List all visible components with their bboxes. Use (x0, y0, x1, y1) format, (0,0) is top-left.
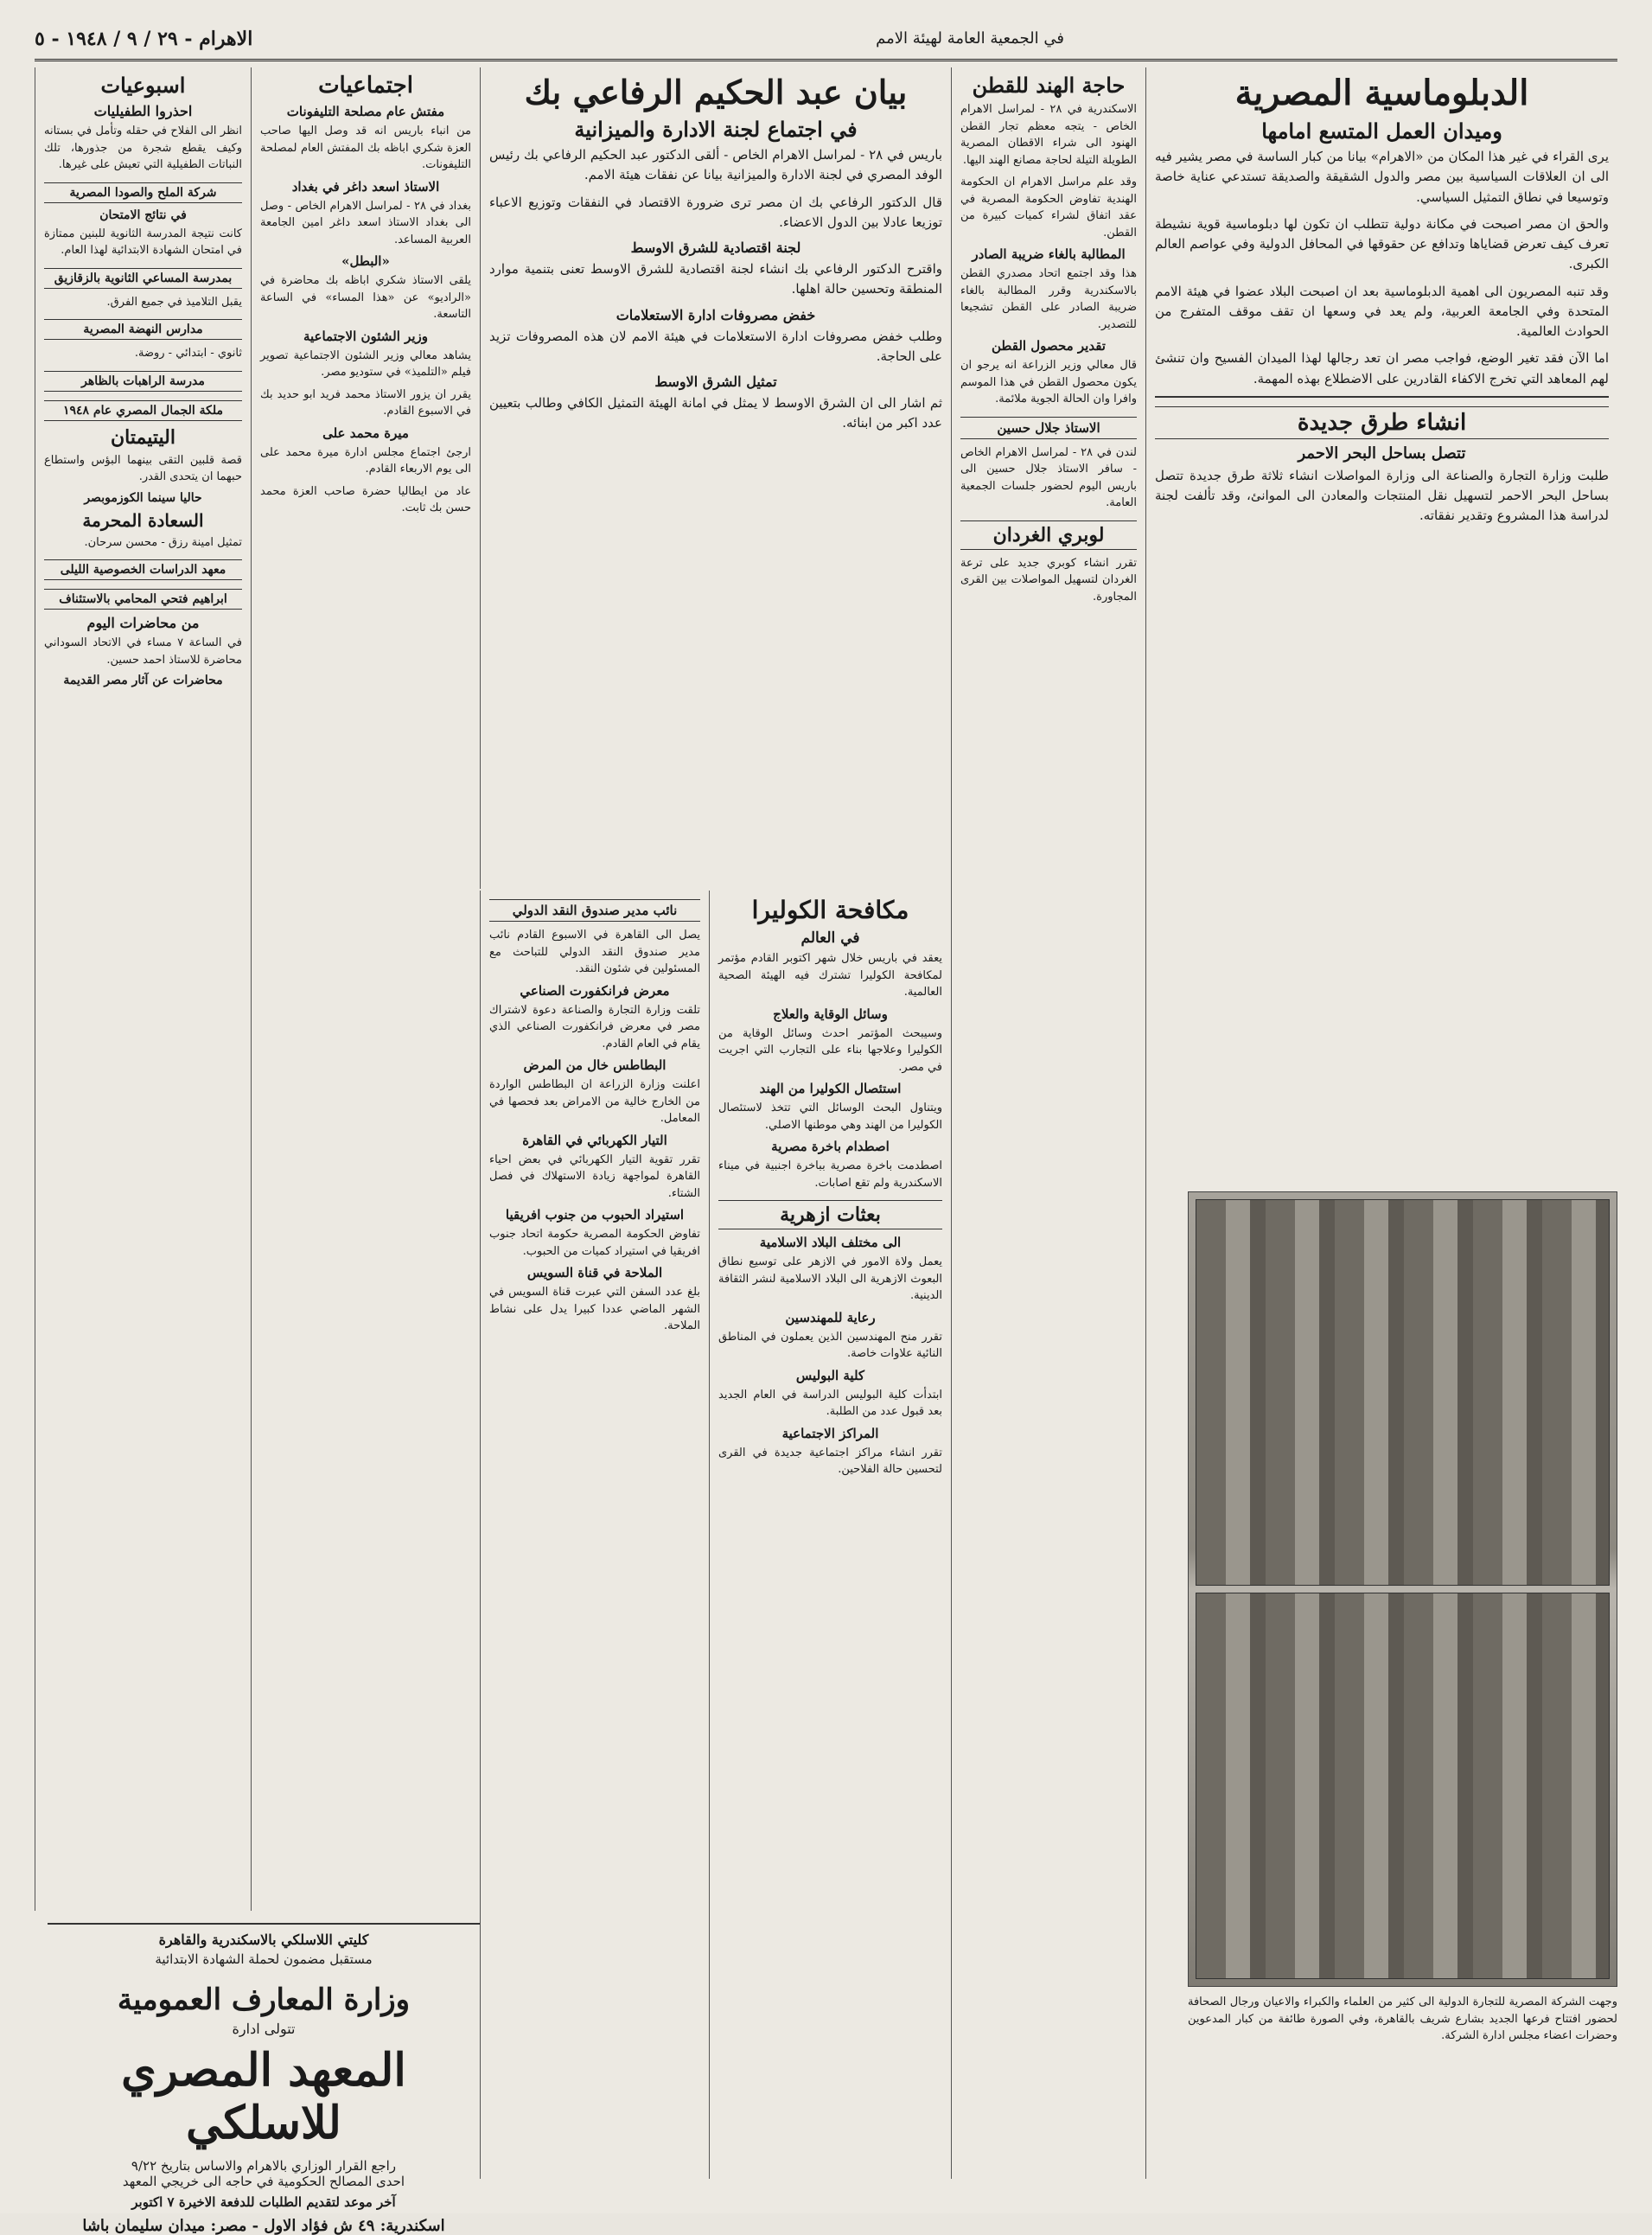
article-paragraph: الاسكندرية في ٢٨ - لمراسل الاهرام الخاص - يتجه معظم تجار القطن الهنود الى شراء الاقطان المصرية الطويلة التيلة لحاجة مصانع الهند اليها. (960, 103, 1137, 167)
article-paragraph: بلغ عدد السفن التي عبرت قناة السويس في الشهر الماضي عددا كبيرا يدل على نشاط الملاحة. (489, 1286, 700, 1332)
subhead-telephones: مفتش عام مصلحة التليفونات (286, 104, 445, 119)
subhead-asaad-dagher: الاستاذ اسعد داغر في بغداد (291, 178, 440, 195)
headline-diplomacy: الدبلوماسية المصرية (1234, 73, 1529, 113)
photo-upper (1196, 1199, 1610, 1586)
article-paragraph: عاد من ايطاليا حضرة صاحب العزة محمد حسن بك ثابت. (260, 484, 471, 514)
ad-line: احدى المصالح الحكومية في حاجه الى خريجي المعهد (122, 2174, 405, 2189)
subhead-engineers: رعاية للمهندسين (785, 1309, 876, 1325)
headline-social: اجتماعيات (318, 73, 413, 99)
subhead-frankfurt: معرض فرانكفورت الصناعي (520, 982, 670, 999)
article-paragraph: يقرر ان يزور الاستاذ محمد فريد ابو حديد بك في الاسبوع القادم. (260, 387, 471, 418)
subhead-mira: ميرة محمد على (322, 425, 409, 441)
headline-main: بيان عبد الحكيم الرفاعي بك (524, 73, 908, 112)
article-paragraph: باريس في ٢٨ - لمراسل الاهرام الخاص - ألقى الدكتور عبد الحكيم الرفاعي بك رئيس الوفد المصري في لجنة الادارة والميزانية بيانا عن نفقات هيئة الامم. (489, 147, 942, 183)
ad-line: كليتي اللاسلكي بالاسكندرية والقاهرة (158, 1932, 369, 1948)
headline-bridge: لوبري الغردان (960, 520, 1137, 550)
article-paragraph: يشاهد معالي وزير الشئون الاجتماعية تصوير فيلم «التلميذ» في ستوديو مصر. (260, 348, 471, 379)
cinema-now-showing: حاليا سينما الكوزموبصر (84, 490, 202, 505)
subhead-new-roads: تتصل بساحل البحر الاحمر (1298, 444, 1466, 463)
article-paragraph: تفاوض الحكومة المصرية حكومة اتحاد جنوب افريقيا في استيراد كميات من الحبوب. (489, 1228, 700, 1258)
headline-india-cotton: حاجة الهند للقطن (972, 73, 1126, 98)
headline-weekly: اسبوعيات (100, 73, 186, 98)
film-title-orphans: اليتيمتان (111, 425, 175, 449)
divider (1155, 396, 1609, 398)
notice-nahda-schools: مدارس النهضة المصرية (44, 319, 242, 340)
subhead-diplomacy: وميدان العمل المتسع امامها (1261, 118, 1502, 144)
subhead-main: في اجتماع لجنة الادارة والميزانية (574, 117, 858, 142)
article-paragraph: تلقت وزارة التجارة والصناعة دعوة لاشتراك مصر في معرض فرانكفورت الصناعي الذي يقام في العام القادم. (489, 1003, 700, 1050)
article-paragraph: ويتناول البحث الوسائل التي تتخذ لاستئصال الكوليرا من الهند وهي موطنها الاصلي. (718, 1102, 942, 1132)
subhead-hero: «البطل» (341, 253, 390, 269)
subhead-suez: الملاحة في قناة السويس (526, 1265, 663, 1280)
article-paragraph: كانت نتيجة المدرسة الثانوية للبنين ممتازة في امتحان الشهادة الابتدائية لهذا العام. (44, 227, 242, 257)
column-india-cotton (951, 67, 1145, 2179)
article-paragraph: وطلب خفض مصروفات ادارة الاستعلامات في هيئة الامم لان هذه المصروفات تزيد على الحاجة. (489, 328, 942, 364)
article-paragraph: من انباء باريس انه قد وصل اليها صاحب العزة شكري اباظه بك المفتش العام لمصلحة التليفونات. (260, 125, 471, 171)
article-paragraph: وسيبحث المؤتمر احدث وسائل الوقاية من الكوليرا وعلاجها بناء على التجارب التي اجريت في مصر. (718, 1026, 942, 1074)
article-paragraph: والحق ان مصر اصبحت في مكانة دولية تتطلب ان تكون لها دبلوماسية قوية نشيطة تعرف كيف تعرض قضاياها وتدافع عن حقوقها في المحافل الدولية وفي عواصم العالم الكبرى. (1155, 215, 1609, 272)
article-paragraph: تقرر منح المهندسين الذين يعملون في المناطق النائية علاوات خاصة. (718, 1330, 942, 1360)
headline-cholera: مكافحة الكوليرا (751, 896, 909, 924)
article-paragraph: انظر الى الفلاح في حقله وتأمل في بستانه وكيف يقطع شجرة من جذورها، تلك النباتات الطفيلية التي تعيش على غيرها. (44, 125, 242, 171)
subhead-parasites: احذروا الطفيليات (93, 103, 193, 119)
news-photograph (1188, 1191, 1617, 1987)
article-paragraph: وقد تنبه المصريون الى اهمية الدبلوماسية بعد ان اصبحت البلاد عضوا في هيئة الامم المتحدة وفي الجامعة العربية، ولم يعد في وسعها ان تقف موقف المتفرج من الحوادث العالمية. (1155, 283, 1609, 339)
issue-date: الاهرام - ٢٩ / ٩ / ١٩٤٨ - ٥ (35, 28, 253, 50)
article-paragraph: اصطدمت باخرة مصرية بباخرة اجنبية في ميناء الاسكندرية ولم تقع اصابات. (718, 1159, 942, 1190)
advertisement-wireless-institute (48, 1923, 480, 2235)
subhead-azhar-missions: الى مختلف البلاد الاسلامية (759, 1235, 902, 1250)
subhead-information-costs: خفض مصروفات ادارة الاستعلامات (616, 306, 816, 323)
article-paragraph: قصة قلبين التقى بينهما البؤس واستطاع حبهما ان يتحدى القدر. (44, 453, 242, 483)
subhead-social-centers: المراكز الاجتماعية (781, 1425, 879, 1441)
subhead-cholera: في العالم (800, 929, 860, 947)
headline-galal-hussein: الاستاذ جلال حسين (960, 417, 1137, 439)
notice-lawyer: ابراهيم فتحي المحامي بالاستئناف (44, 589, 242, 610)
article-paragraph: ثم اشار الى ان الشرق الاوسط لا يمثل في امانة الهيئة التمثيل الكافي وطالب بتعيين عدد اكبر من ابنائه. (489, 395, 942, 431)
notice-masai-school: بمدرسة المساعي الثانوية بالزقازيق (44, 268, 242, 289)
article-paragraph: تقرر انشاء مراكز اجتماعية جديدة في القرى لتحسين حالة الفلاحين. (718, 1446, 942, 1476)
notice-nuns-school: مدرسة الراهبات بالظاهر (44, 371, 242, 392)
ad-addresses: اسكندرية: ٤٩ ش فؤاد الاول - مصر: ميدان سليمان باشا (82, 2217, 445, 2235)
article-paragraph: يعقد في باريس خلال شهر اكتوبر القادم مؤتمر لمكافحة الكوليرا تشترك فيه الهيئة الصحية العالمية. (718, 952, 942, 999)
article-paragraph: يقبل التلاميذ في جميع الفرق. (106, 295, 242, 309)
masthead (35, 24, 1617, 61)
subhead-india-cholera: استئصال الكوليرا من الهند (759, 1081, 902, 1096)
ad-deadline: آخر موعد لتقديم الطلبات للدفعة الاخيرة ٧ اكتوبر (131, 2194, 396, 2210)
article-paragraph: يلقى الاستاذ شكري اباظه بك محاضرة في «الراديو» عن «هذا المساء» في الساعة التاسعة. (260, 274, 471, 321)
article-paragraph: بغداد في ٢٨ - لمراسل الاهرام الخاص - وصل الى بغداد الاستاذ اسعد داغر امين الجامعة العربية المساعد. (260, 199, 471, 246)
headline-imf: نائب مدير صندوق النقد الدولي (489, 899, 700, 922)
article-paragraph: واقترح الدكتور الرفاعي بك انشاء لجنة اقتصادية للشرق الاوسط تعنى بتنمية موارد المنطقة وتحسين حالة اهلها. (489, 261, 942, 297)
subhead-prevention: وسائل الوقاية والعلاج (773, 1006, 888, 1022)
article-paragraph: ثانوي - ابتدائي - روضة. (134, 347, 242, 360)
article-paragraph: يصل الى القاهرة في الاسبوع القادم نائب مدير صندوق النقد الدولي للتباحث مع المسئولين في شئون النقد. (489, 929, 700, 975)
article-paragraph: تقرر انشاء كوبري جديد على ترعة الغردان لتسهيل المواصلات بين القرى المجاورة. (960, 556, 1137, 603)
ad-institute-name: المعهد المصري للاسلكي (121, 2044, 406, 2149)
subhead-economic-committee: لجنة اقتصادية للشرق الاوسط (630, 239, 801, 256)
subhead-potatoes: البطاطس خال من المرض (523, 1057, 667, 1073)
article-paragraph: في الساعة ٧ مساء في الاتحاد السوداني محاضرة للاستاذ احمد حسين. (44, 636, 242, 667)
subhead-exam-results: في نتائج الامتحان (99, 208, 187, 222)
subhead-social-minister: وزير الشئون الاجتماعية (303, 328, 429, 344)
photo-caption: وجهت الشركة المصرية للتجارة الدولية الى كثير من العلماء والكبراء والاعيان ورجال الصحافة لحضور افتتاح فرعها الجديد بشارع شريف بالقاهرة، وفي الصورة طائفة من كبار المدعوين وحضرات اعضاء مجلس ادارة الشركة. (1188, 1996, 1617, 2042)
ad-line: تتولى ادارة (232, 2021, 296, 2037)
notice-beauty-queen: ملكة الجمال المصري عام ١٩٤٨ (44, 400, 242, 421)
subhead-export-tax: المطالبة بالغاء ضريبة الصادر (972, 246, 1126, 262)
ad-line: مستقبل مضمون لحملة الشهادة الابتدائية (155, 1951, 373, 1967)
column-short-news (480, 891, 709, 2179)
ad-ministry: وزارة المعارف العمومية (117, 1983, 411, 2017)
subhead-lectures-today: من محاضرات اليوم (86, 615, 200, 631)
article-paragraph: لندن في ٢٨ - لمراسل الاهرام الخاص - سافر الاستاذ جلال حسين الى باريس اليوم لحضور جلسات الجمعية العامة. (960, 445, 1137, 509)
notice-salt-soda: شركة الملح والصودا المصرية (44, 182, 242, 203)
headline-azhar-missions: بعثات ازهرية (718, 1200, 942, 1229)
column-cholera (709, 891, 951, 2179)
notice-evening-institute: معهد الدراسات الخصوصية الليلى (44, 559, 242, 580)
article-paragraph: قال معالي وزير الزراعة انه يرجو ان يكون محصول القطن في هذا الموسم وافرا وان الحالة الجوية ملائمة. (960, 359, 1137, 405)
article-paragraph: ارجئ اجتماع مجلس ادارة ميرة محمد على الى يوم الاربعاء القادم. (260, 445, 471, 476)
article-paragraph: اما الآن فقد تغير الوضع، فواجب مصر ان تعد رجالها لهذا الميدان الفسيح وان تنشئ لهم المعاهد التي تخرج الاكفاء القادرين على الاضطلاع بهذه المهمة. (1155, 350, 1609, 386)
article-paragraph: اعلنت وزارة الزراعة ان البطاطس الواردة من الخارج خالية من الامراض بعد فحصها في المعامل. (489, 1078, 700, 1125)
subhead-ship-collision: اصطدام باخرة مصرية (771, 1139, 890, 1154)
subhead-cotton-estimate: تقدير محصول القطن (992, 338, 1106, 354)
article-paragraph: طلبت وزارة التجارة والصناعة الى وزارة المواصلات انشاء ثلاثة طرق جديدة تتصل بساحل البحر الاحمر لتسهيل نقل المنتجات والمعادن الى الموانئ، وقد تألفت لجنة لدراسة هذا المشروع وتقدير نفقاته. (1155, 467, 1609, 524)
subhead-police-college: كلية البوليس (795, 1367, 865, 1383)
subhead-grain-import: استيراد الحبوب من جنوب افريقيا (505, 1207, 685, 1223)
column-social (251, 67, 480, 1911)
article-paragraph: يرى القراء في غير هذا المكان من «الاهرام» بيانا من كبار الساسة في مصر يشير فيه الى ان العلاقات السياسية بين مصر والدول الشقيقة والصديقة تستدعي عناية خاصة وتوسيعا في نطاق التمثيل السياسي. (1155, 149, 1609, 205)
article-paragraph: تقرر تقوية التيار الكهربائي في بعض احياء القاهرة لمواجهة زيادة الاستهلاك في فصل الشتاء. (489, 1153, 700, 1200)
subhead-electric: التيار الكهربائي في القاهرة (522, 1132, 667, 1148)
article-paragraph: وقد علم مراسل الاهرام ان الحكومة الهندية تفاوض الحكومة المصرية في عقد اتفاق لشراء كميات كبيرة من القطن. (960, 176, 1137, 239)
article-paragraph: قال الدكتور الرفاعي بك ان مصر ترى ضرورة الاقتصاد في النفقات وتوزيع الاعباء توزيعا عادلا بين الدول الاعضاء. (489, 194, 942, 230)
column-weekly (35, 67, 251, 1911)
article-paragraph: تمثيل امينة رزق - محسن سرحان. (84, 535, 242, 549)
subhead-middle-east-representation: تمثيل الشرق الاوسط (654, 374, 777, 390)
film-title-forbidden: السعادة المحرمة (82, 509, 204, 531)
article-paragraph: يعمل ولاة الامور في الازهر على توسيع نطاق البعوث الازهرية الى البلاد الاسلامية لنشر الثقافة الدينية. (718, 1255, 942, 1302)
article-paragraph: هذا وقد اجتمع اتحاد مصدري القطن بالاسكندرية وقرر المطالبة بالغاء ضريبة الصادر على القطن تشجيعا للتصدير. (960, 267, 1137, 331)
photo-lower (1196, 1593, 1610, 1979)
headline-new-roads: انشاء طرق جديدة (1155, 406, 1609, 439)
subhead-antiquities-lectures: محاضرات عن آثار مصر القديمة (63, 674, 223, 687)
article-paragraph: ابتدأت كلية البوليس الدراسة في العام الجديد بعد قبول عدد من الطلبة. (718, 1388, 942, 1418)
top-kicker: في الجمعية العامة لهيئة الامم (876, 29, 1064, 48)
ad-line: راجع القرار الوزاري بالاهرام والاساس بتاريخ ٩/٢٢ (131, 2158, 397, 2174)
column-main-story (480, 67, 951, 889)
